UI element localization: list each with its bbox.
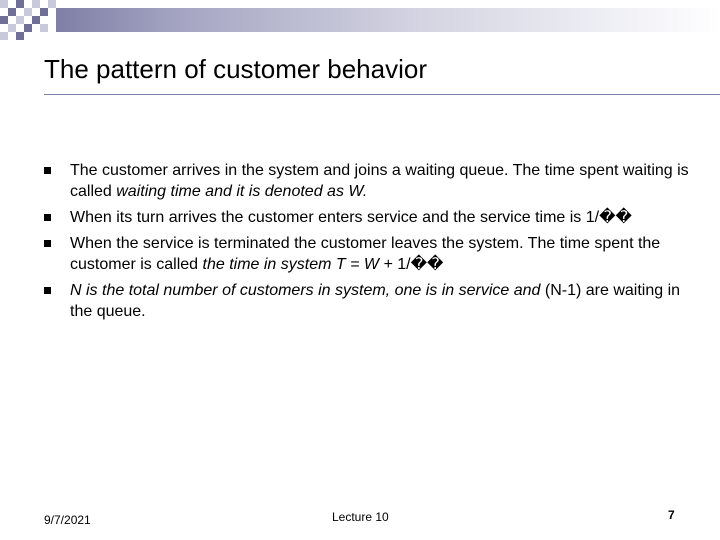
bullet-text-italic: N is the total number of customers in system, one is in service and: [70, 282, 541, 299]
checker-decoration: [0, 0, 56, 40]
checker-cell: [32, 0, 40, 8]
checker-cell: [24, 8, 32, 16]
checker-cell: [0, 0, 8, 8]
checker-cell: [40, 8, 48, 16]
checker-cell: [8, 24, 16, 32]
checker-cell: [16, 0, 24, 8]
bullet-text: When its turn arrives the customer enters service and the service time is 1/��: [70, 209, 632, 226]
header-gradient-bar: [56, 8, 720, 32]
bullet-text: (N-1) are waiting in the queue.: [70, 282, 681, 320]
checker-cell: [16, 32, 24, 40]
checker-cell: [16, 16, 24, 24]
bullet-list: [44, 160, 694, 322]
footer-lecture: Lecture 10: [332, 510, 389, 524]
bullet-item: [44, 160, 694, 202]
bullet-item: [44, 207, 694, 228]
square-bullet-icon: [44, 214, 51, 221]
page-number: 7: [668, 508, 675, 522]
checker-cell: [32, 16, 40, 24]
bullet-item: [44, 233, 694, 275]
square-bullet-icon: [44, 287, 51, 294]
square-bullet-icon: [44, 167, 51, 174]
bullet-text-italic: waiting time and it is denoted as W.: [116, 183, 368, 200]
bullet-text: 1/��: [392, 256, 444, 273]
checker-cell: [40, 24, 48, 32]
bullet-text: The customer arrives in the system and joins a waiting queue. The time spent waiting is called: [70, 162, 689, 200]
checker-cell: [24, 24, 32, 32]
footer-date: 9/7/2021: [44, 513, 91, 527]
checker-cell: [48, 0, 56, 8]
bullet-item: [44, 280, 694, 322]
bullet-text: When the service is terminated the customer leaves the system. The time spent the customer is called: [70, 235, 661, 273]
square-bullet-icon: [44, 240, 51, 247]
checker-cell: [8, 8, 16, 16]
checker-cell: [0, 32, 8, 40]
checker-cell: [0, 16, 8, 24]
slide-title: The pattern of customer behavior: [44, 54, 427, 84]
title-divider: [44, 94, 720, 95]
bullet-text-italic: the time in system T = W +: [202, 256, 393, 273]
